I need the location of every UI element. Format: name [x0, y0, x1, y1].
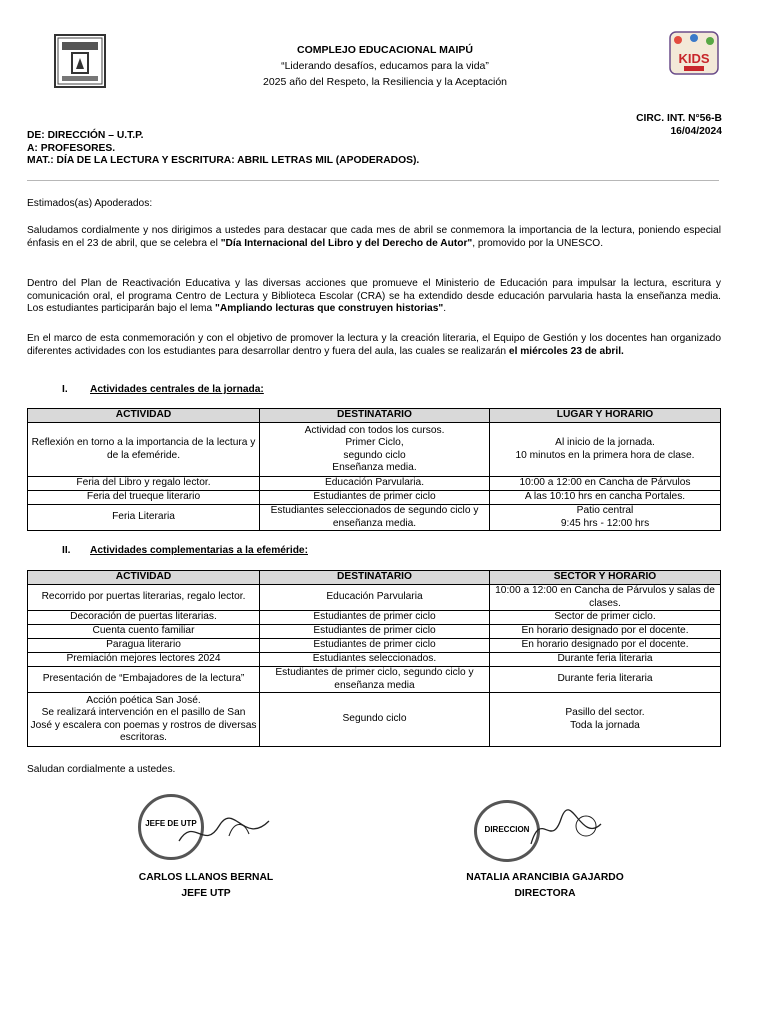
table-cell: Educación Parvularia. — [260, 477, 490, 491]
table-cell: Estudiantes de primer ciclo — [260, 639, 490, 653]
complementary-activities-table — [27, 570, 721, 747]
school-logo-left — [54, 34, 106, 88]
table-cell: Actividad con todos los cursos. Primer Ciclo, segundo ciclo Enseñanza media. — [260, 423, 490, 477]
table-cell: Cuenta cuento familiar — [28, 625, 260, 639]
table-cell: Feria del Libro y regalo lector. — [28, 477, 260, 491]
table-cell: Durante feria literaria — [490, 653, 721, 667]
table-row — [28, 639, 721, 653]
table-row — [28, 585, 721, 611]
table-cell: Estudiantes de primer ciclo — [260, 611, 490, 625]
signer-name-director: NATALIA ARANCIBIA GAJARDO — [466, 872, 624, 883]
column-header: ACTIVIDAD — [28, 571, 260, 585]
memo-to: A: PROFESORES. — [27, 142, 116, 154]
table-row — [28, 693, 721, 747]
direction-stamp-signature — [470, 800, 610, 866]
closing: Saludan cordialmente a ustedes. — [27, 764, 176, 775]
utp-stamp-signature — [134, 792, 274, 864]
column-header: DESTINATARIO — [260, 409, 490, 423]
signature-block-director — [425, 870, 665, 902]
table-cell: Estudiantes seleccionados. — [260, 653, 490, 667]
table-row — [28, 491, 721, 505]
table-cell: Premiación mejores lectores 2024 — [28, 653, 260, 667]
column-header: ACTIVIDAD — [28, 409, 260, 423]
table-cell: Educación Parvularia — [260, 585, 490, 611]
signature-block-utp — [86, 870, 326, 902]
table-cell: Recorrido por puertas literarias, regalo lector. — [28, 585, 260, 611]
letterhead — [200, 42, 570, 90]
table-cell: Presentación de “Embajadores de la lectura” — [28, 667, 260, 693]
table-cell: Al inicio de la jornada. 10 minutos en la primera hora de clase. — [490, 423, 721, 477]
table-cell: Durante feria literaria — [490, 667, 721, 693]
table-cell: Sector de primer ciclo. — [490, 611, 721, 625]
utp-stamp-text: JEFE DE UTP — [145, 819, 197, 828]
memo-header — [27, 130, 419, 168]
table-row — [28, 477, 721, 491]
school-name: COMPLEJO EDUCACIONAL MAIPÚ — [297, 44, 473, 56]
section-1-heading: I. Actividades centrales de la jornada: — [62, 384, 264, 395]
table-cell: Feria del trueque literario — [28, 491, 260, 505]
table-cell: Estudiantes de primer ciclo — [260, 625, 490, 639]
circular-date: 16/04/2024 — [670, 126, 722, 137]
table-row — [28, 625, 721, 639]
table-cell: A las 10:10 hrs en cancha Portales. — [490, 491, 721, 505]
circular-number: CIRC. INT. N°56-B — [636, 113, 722, 124]
paragraph-1: Saludamos cordialmente y nos dirigimos a ustedes para destacar que cada mes de abril se conmemora la importancia de la lectura, poniendo especial énfasis en el 23 de abril, que se celebra el "Día Internacional del Libro y del Derecho de Autor", promovido por la UNESCO. — [27, 225, 721, 249]
kids-logo-text: KIDS — [678, 51, 710, 66]
table-cell: Decoración de puertas literarias. — [28, 611, 260, 625]
school-motto: “Liderando desafíos, educamos para la vida” — [281, 60, 489, 72]
table-cell: En horario designado por el docente. — [490, 625, 721, 639]
section-2-heading: II. Actividades complementarias a la efeméride: — [62, 545, 308, 556]
central-activities-table — [27, 408, 721, 531]
direction-stamp-text: DIRECCION — [484, 825, 530, 834]
signer-role-director: DIRECTORA — [514, 888, 576, 899]
table-cell: Segundo ciclo — [260, 693, 490, 747]
table-cell: Pasillo del sector. Toda la jornada — [490, 693, 721, 747]
table-cell: En horario designado por el docente. — [490, 639, 721, 653]
table-cell: Estudiantes de primer ciclo — [260, 491, 490, 505]
table-cell: Estudiantes de primer ciclo, segundo ciclo y enseñanza media — [260, 667, 490, 693]
column-header: LUGAR Y HORARIO — [490, 409, 721, 423]
table-cell: Patio central 9:45 hrs - 12:00 hrs — [490, 505, 721, 531]
table-cell: Feria Literaria — [28, 505, 260, 531]
memo-subject: MAT.: DÍA DE LA LECTURA Y ESCRITURA: ABRIL LETRAS MIL (APODERADOS). — [27, 155, 420, 166]
table-row — [28, 505, 721, 531]
table-cell: Paragua literario — [28, 639, 260, 653]
table-cell: 10:00 a 12:00 en Cancha de Párvulos — [490, 477, 721, 491]
table-row — [28, 667, 721, 693]
table-row — [28, 653, 721, 667]
circular-info — [636, 112, 722, 138]
paragraph-2: Dentro del Plan de Reactivación Educativa y las diversas acciones que promueve el Ministerio de Educación para impulsar la lectura, escritura y comunicación oral, el programa Centro de Lectura y Biblioteca Escolar (CRA) se ha extendido desde educación parvularia hasta la enseñanza media. Los estudiantes participarán bajo el lema "Ampliando lecturas que construyen historias". — [27, 278, 721, 315]
table-row — [28, 423, 721, 477]
divider — [27, 180, 719, 181]
table-cell: Estudiantes seleccionados de segundo ciclo y enseñanza media. — [260, 505, 490, 531]
signer-role-utp: JEFE UTP — [181, 888, 231, 899]
table-row — [28, 611, 721, 625]
column-header: DESTINATARIO — [260, 571, 490, 585]
memo-from: DE: DIRECCIÓN – U.T.P. — [27, 130, 144, 141]
utp-signature — [174, 806, 274, 856]
signer-name-utp: CARLOS LLANOS BERNAL — [138, 872, 274, 883]
table-cell: Reflexión en torno a la importancia de la lectura y de la efeméride. — [28, 423, 260, 477]
column-header: SECTOR Y HORARIO — [490, 571, 721, 585]
paragraph-3: En el marco de esta conmemoración y con el objetivo de promover la lectura y la creación literaria, el Equipo de Gestión y los docentes han organizado diferentes actividades con los estudiantes para desarrollar dentro y fuera del aula, las cuales se realizarán el miércoles 23 de abril. — [27, 333, 721, 357]
kids-cra-logo — [666, 30, 722, 76]
greeting: Estimados(as) Apoderados: — [27, 198, 153, 209]
table-cell: 10:00 a 12:00 en Cancha de Párvulos y salas de clases. — [490, 585, 721, 611]
table-cell: Acción poética San José. Se realizará intervención en el pasillo de San José y escalera con poemas y rostros de diversas escritoras. — [28, 693, 260, 747]
direction-signature — [526, 804, 606, 854]
year-motto: 2025 año del Respeto, la Resiliencia y la Aceptación — [263, 76, 507, 88]
